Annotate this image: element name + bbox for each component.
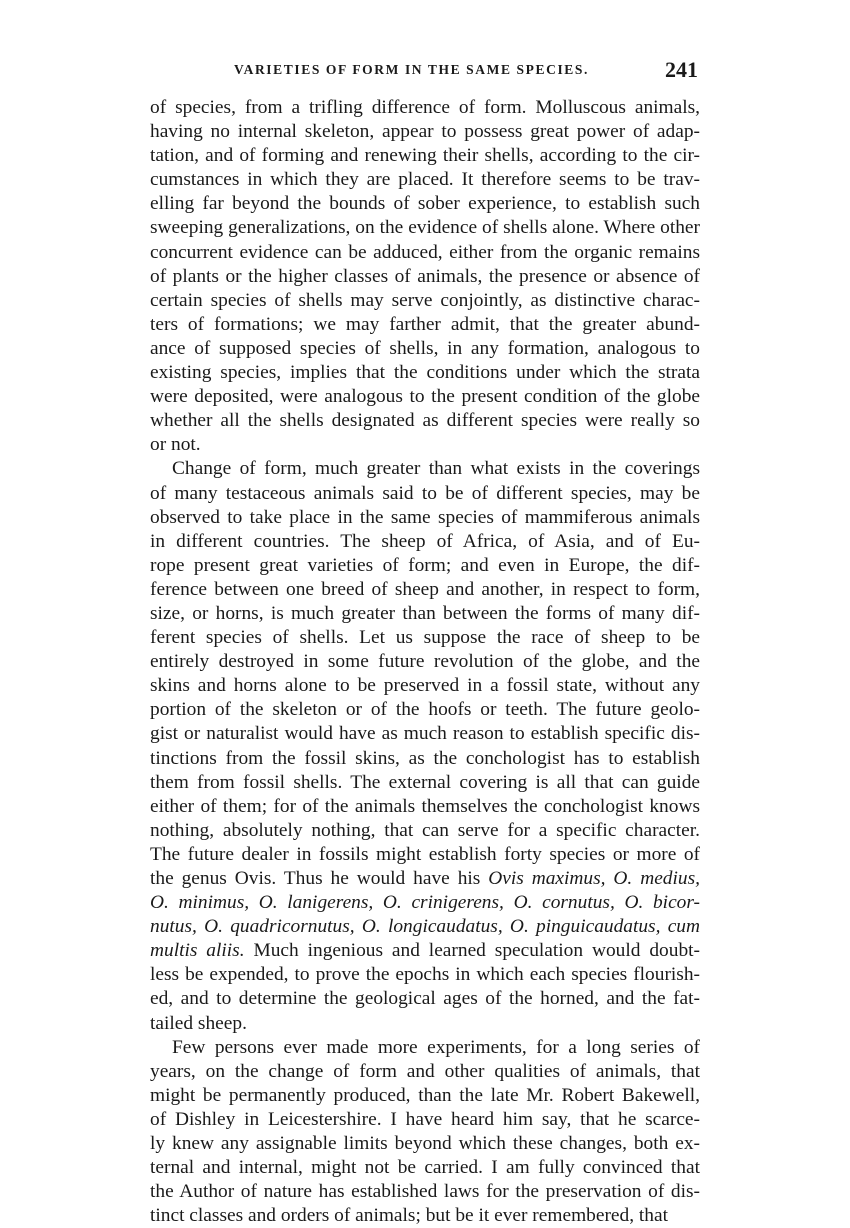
text-line: [150, 867, 700, 891]
text-line: [150, 963, 700, 987]
page-number: 241: [665, 57, 698, 82]
text-line: [150, 1012, 700, 1036]
text-line: [150, 1108, 700, 1132]
text-run: Much ingenious and learned speculation would doubt-: [244, 940, 700, 962]
text-run: portion of the skeleton or of the hoofs or teeth. The future geolo-: [150, 699, 700, 721]
text-line: [150, 168, 700, 192]
body-text: [150, 96, 700, 1228]
text-line: [150, 337, 700, 361]
text-line: [150, 891, 700, 915]
text-line: [150, 530, 700, 554]
paragraph: [150, 96, 700, 457]
text-run: were deposited, were analogous to the present condition of the globe: [150, 386, 700, 408]
text-line: [150, 216, 700, 240]
text-run: the genus Ovis. Thus he would have his: [150, 868, 489, 889]
text-run: either of them; for of the animals themselves the conchologist knows: [150, 795, 700, 817]
text-line: [150, 1156, 700, 1180]
text-run: sweeping generalizations, on the evidence of shells alone. Where other: [150, 217, 700, 239]
text-line: [150, 120, 700, 144]
text-run: the Author of nature has established laws for the preservation of dis-: [150, 1181, 700, 1203]
text-run: nothing, absolutely nothing, that can serve for a specific character.: [150, 819, 700, 841]
text-line: [150, 795, 700, 819]
italic-text: Ovis maximus, O. medius,: [488, 868, 700, 889]
text-line: [150, 313, 700, 337]
text-line: [150, 144, 700, 168]
text-line: [150, 1036, 700, 1060]
text-run: tation, and of forming and renewing their shells, according to the cir-: [150, 145, 700, 167]
text-line: [150, 385, 700, 409]
text-line: [150, 1180, 700, 1204]
text-line: [150, 578, 700, 602]
text-run: ed, and to determine the geological ages of the horned, and the fat-: [150, 988, 700, 1010]
text-run: rope present great varieties of form; and even in Europe, the dif-: [150, 554, 700, 576]
italic-text: nutus, O. quadricornutus, O. longicaudatus, O. pinguicaudatus, cum: [150, 916, 700, 938]
text-line: [150, 939, 700, 963]
text-line: [150, 1060, 700, 1084]
text-line: [150, 747, 700, 771]
text-line: [150, 1132, 700, 1156]
text-run: Few persons ever made more experiments, for a long series of: [172, 1036, 700, 1058]
text-run: of plants or the higher classes of animals, the presence or absence of: [150, 265, 700, 287]
text-line: [150, 626, 700, 650]
text-line: [150, 409, 700, 433]
text-run: of many testaceous animals said to be of different species, may be: [150, 482, 700, 504]
text-run: entirely destroyed in some future revolution of the globe, and the: [150, 651, 700, 673]
text-run: Change of form, much greater than what exists in the coverings: [172, 458, 700, 480]
text-run: might be permanently produced, than the late Mr. Robert Bakewell,: [150, 1084, 700, 1106]
text-run: size, or horns, is much greater than between the forms of many dif-: [150, 602, 700, 624]
text-run: elling far beyond the bounds of sober experience, to establish such: [150, 193, 700, 215]
text-line: [150, 554, 700, 578]
text-line: [150, 241, 700, 265]
text-line: [150, 915, 700, 939]
text-line: [150, 482, 700, 506]
text-line: [150, 722, 700, 746]
text-run: tinct classes and orders of animals; but be it ever remembered, that: [150, 1205, 668, 1227]
text-run: in different countries. The sheep of Africa, of Asia, and of Eu-: [150, 530, 700, 552]
text-run: or not.: [150, 434, 201, 456]
text-line: [150, 265, 700, 289]
running-title: VARIETIES OF FORM IN THE SAME SPECIES.: [234, 62, 589, 77]
text-run: concurrent evidence can be adduced, either from the organic remains: [150, 241, 700, 263]
text-run: of Dishley in Leicestershire. I have heard him say, that he scarce-: [150, 1108, 700, 1130]
text-run: The future dealer in fossils might establish forty species or more of: [150, 843, 700, 865]
paragraph: [150, 457, 700, 1035]
text-line: [150, 433, 700, 457]
text-run: gist or naturalist would have as much reason to establish specific dis-: [150, 723, 700, 745]
text-run: ferent species of shells. Let us suppose the race of sheep to be: [150, 627, 700, 649]
text-run: certain species of shells may serve conjointly, as distinctive charac-: [150, 289, 700, 311]
text-run: ference between one breed of sheep and another, in respect to form,: [150, 578, 700, 600]
text-line: [150, 602, 700, 626]
text-line: [150, 192, 700, 216]
text-line: [150, 96, 700, 120]
text-run: observed to take place in the same species of mammiferous animals: [150, 506, 700, 528]
text-run: ters of formations; we may farther admit, that the greater abund-: [150, 313, 700, 335]
text-line: [150, 361, 700, 385]
text-line: [150, 843, 700, 867]
text-line: [150, 1084, 700, 1108]
italic-text: O. minimus, O. lanigerens, O. crinigerens, O. cornutus, O. bicor-: [150, 892, 700, 914]
text-run: cumstances in which they are placed. It therefore seems to be trav-: [150, 169, 700, 191]
text-run: less be expended, to prove the epochs in which each species flourish-: [150, 964, 700, 986]
text-line: [150, 771, 700, 795]
text-run: existing species, implies that the conditions under which the strata: [150, 362, 700, 384]
text-run: years, on the change of form and other qualities of animals, that: [150, 1060, 700, 1082]
text-line: [150, 289, 700, 313]
text-run: them from fossil shells. The external covering is all that can guide: [150, 771, 700, 793]
running-head: [150, 58, 700, 88]
text-run: tinctions from the fossil skins, as the conchologist has to establish: [150, 747, 700, 769]
text-run: tailed sheep.: [150, 1012, 247, 1034]
book-page: [150, 58, 700, 1228]
italic-text: multis aliis.: [150, 940, 245, 962]
text-line: [150, 506, 700, 530]
text-line: [150, 698, 700, 722]
paragraph: [150, 1036, 700, 1228]
text-line: [150, 1204, 700, 1228]
text-line: [150, 674, 700, 698]
text-line: [150, 650, 700, 674]
text-run: whether all the shells designated as different species were really so: [150, 410, 700, 432]
text-run: of species, from a trifling difference of form. Molluscous animals,: [150, 97, 700, 118]
text-run: ly knew any assignable limits beyond which these changes, both ex-: [150, 1133, 700, 1155]
text-run: having no internal skeleton, appear to possess great power of adap-: [150, 121, 700, 143]
text-line: [150, 457, 700, 481]
text-line: [150, 987, 700, 1011]
text-run: ternal and internal, might not be carried. I am fully convinced that: [150, 1157, 700, 1179]
text-line: [150, 819, 700, 843]
text-run: ance of supposed species of shells, in any formation, analogous to: [150, 337, 700, 359]
text-run: skins and horns alone to be preserved in a fossil state, without any: [150, 675, 700, 697]
